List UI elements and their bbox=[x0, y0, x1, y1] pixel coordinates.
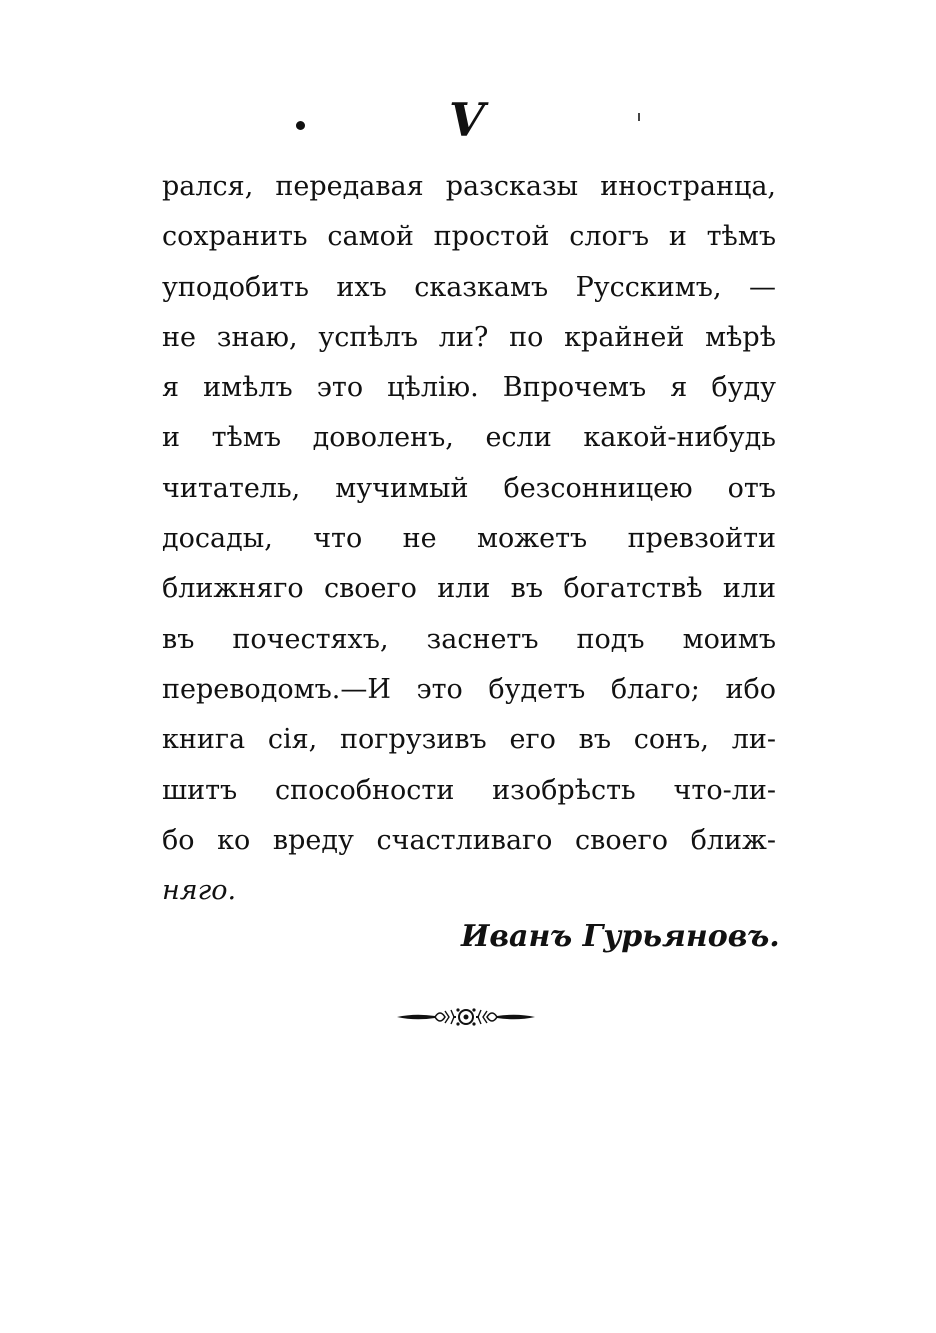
printer-mark-dot bbox=[296, 121, 305, 130]
text-line: уподобить ихъ сказкамъ Русскимъ, — bbox=[162, 271, 776, 303]
text-line: я имѣлъ это цѣлію. Впрочемъ я буду bbox=[162, 372, 776, 404]
text-line: няго. bbox=[162, 875, 237, 907]
text-line: читатель, мучимый безсонницею отъ bbox=[162, 472, 776, 504]
body-text bbox=[162, 162, 776, 916]
text-line: переводомъ.—И это будетъ благо; ибо bbox=[162, 673, 776, 705]
text-line: не знаю, успѣлъ ли? по крайней мѣрѣ bbox=[162, 321, 776, 353]
text-line: шитъ способности изобрѣсть что-ли- bbox=[162, 774, 776, 806]
text-line: ближняго своего или въ богатствѣ или bbox=[162, 573, 776, 605]
text-line: и тѣмъ доволенъ, если какой-нибудь bbox=[162, 422, 776, 454]
text-line: бо ко вреду счастливаго своего ближ- bbox=[162, 824, 776, 856]
page-number: V bbox=[449, 93, 485, 147]
text-line: въ почестяхъ, заснетъ подъ моимъ bbox=[162, 623, 776, 655]
text-line: сохранить самой простой слогъ и тѣмъ bbox=[162, 221, 776, 253]
text-line: книга сія, погрузивъ его въ сонъ, ли- bbox=[162, 724, 776, 756]
text-line: рался, передавая разсказы иностранца, bbox=[162, 171, 776, 202]
text-line: досады, что не можетъ превзойти bbox=[162, 523, 776, 555]
printer-mark-tick bbox=[638, 113, 640, 121]
author-signature: Иванъ Гурьяновъ. bbox=[461, 919, 780, 954]
ornament-divider-icon bbox=[395, 1004, 537, 1030]
